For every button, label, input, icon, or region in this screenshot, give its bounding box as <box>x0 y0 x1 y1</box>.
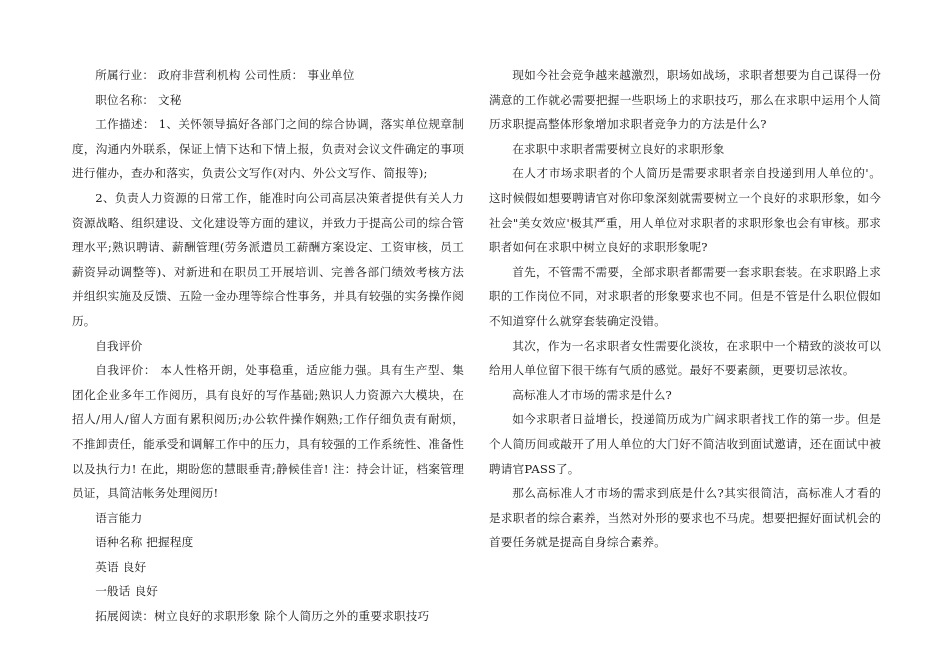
industry-line: 所属行业： 政府非营利机构 公司性质： 事业单位 <box>95 68 355 82</box>
market-demand-heading: 高标准人才市场的需求是什么? <box>512 387 672 402</box>
makeup-paragraph: 其次，作为一名求职者女性需要化淡妆，在求职中一个精致的淡妆可以给用人单位留下很干练有气质的感觉。最好不要素颜，更要切忌浓妆。 <box>489 338 881 378</box>
self-evaluation-paragraph: 自我评价： 本人性格开朗，处事稳重，适应能力强。具有生产型、集团化企业多年工作阅历，具有良好的写作基础;熟识人力资源六大模块，在招人/用人/留人方面有累积阅历;办公软件操作娴熟;工作仔细负责有耐烦，不推卸责任，能承受和调解工作中的压力，具有较强的工作系统性、准备性以及执行力! 在此，期盼您的慧眼垂青;静候佳音! 注：持会计证，档案管理员证，具简洁帐务处理阅历! <box>72 363 464 501</box>
position-name-line: 职位名称： 文秘 <box>95 92 182 107</box>
extended-reading-line: 拓展阅读：树立良好的求职形象 除个人简历之外的重要求职技巧 <box>95 609 430 624</box>
language-english-row: 英语 良好 <box>95 559 147 574</box>
suit-paragraph: 首先，不管需不需要，全部求职者都需要一套求职套装。在求职路上求职的工作岗位不同，对求职者的形象要求也不同。但是不管是什么职位假如不知道穿什么就穿套装确定没错。 <box>489 264 881 328</box>
language-mandarin-row: 一般话 良好 <box>95 584 159 599</box>
left-column <box>72 63 464 629</box>
image-paragraph: 在人才市场求职者的个人简历是需要求职者亲自投递到用人单位的'。这时候假如想要聘请官对你印象深刻就需要树立一个良好的求职形象，如今社会"美女效应'极其严重，用人单位对求职者的求职形象也会有审核。那求职者如何在求职中树立良好的求职形象呢? <box>489 166 881 255</box>
intro-paragraph: 现如今社会竞争越来越激烈，职场如战场，求职者想要为自己谋得一份满意的工作就必需要把握一些职场上的求职技巧，那么在求职中运用个人简历求职提高整体形象增加求职者竞争力的方法是什么? <box>489 68 881 132</box>
job-description-paragraph-2: 2、负责人力资源的日常工作，能准时向公司高层决策者提供有关人力资源战略、组织建设、文化建设等方面的建议，并致力于提高公司的综合管理水平;熟识聘请、薪酬管理(劳务派遣员工薪酬方案设定、工资审核，员工薪资异动调整等)、对新进和在职员工开展培训、完善各部门绩效考核方法并组织实施及反馈、五险一金办理等综合性事务，并具有较强的实务操作阅历。 <box>72 190 464 328</box>
self-evaluation-heading: 自我评价 <box>95 338 143 353</box>
resume-paragraph: 如今求职者日益增长，投递简历成为广阔求职者找工作的第一步。但是个人简历间或敲开了用人单位的大门好不简洁收到面试邀请，还在面试中被聘请官PASS了。 <box>489 412 881 476</box>
image-heading: 在求职中求职者需要树立良好的求职形象 <box>512 141 725 156</box>
language-table-header: 语种名称 把握程度 <box>95 535 194 550</box>
right-column <box>489 63 881 555</box>
job-description-paragraph: 工作描述： 1、关怀领导搞好各部门之间的综合协调，落实单位规章制度，沟通内外联系，保证上情下达和下情上报，负责对会议文件确定的事项进行催办，查办和落实，负责公文写作(对内、外公文写作、简报等); <box>72 117 464 181</box>
language-ability-heading: 语言能力 <box>95 510 143 525</box>
qualities-paragraph: 那么高标准人才市场的需求到底是什么?其实很简洁，高标准人才看的是求职者的综合素养，当然对外形的要求也不马虎。想要把握好面试机会的首要任务就是提高自身综合素养。 <box>489 486 881 550</box>
